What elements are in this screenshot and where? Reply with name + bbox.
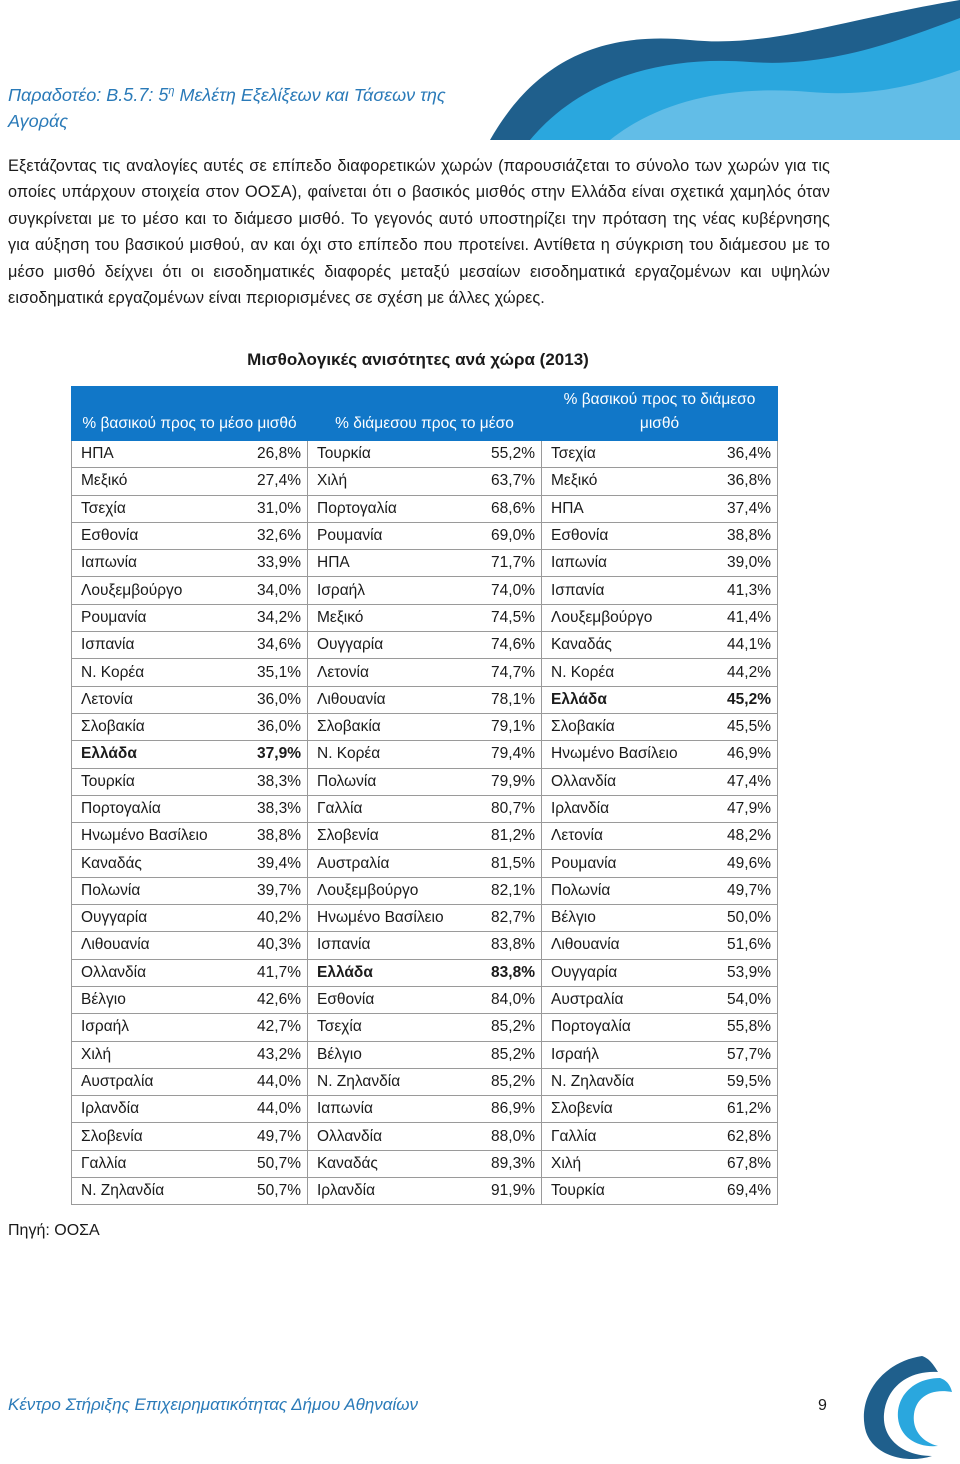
country-basic-median: Ν. Κορέα [542, 659, 708, 686]
value-basic-median: 69,4% [707, 1178, 778, 1205]
value-basic-median: 57,7% [707, 1041, 778, 1068]
country-median-mean: Σλοβενία [308, 823, 472, 850]
header-title-text: Παραδοτέο: Β.5.7: 5 [8, 85, 169, 105]
value-basic-median: 49,7% [707, 877, 778, 904]
country-basic-median: Πορτογαλία [542, 1014, 708, 1041]
value-basic-mean: 41,7% [237, 959, 308, 986]
salary-inequality-table [71, 386, 778, 1205]
value-basic-median: 61,2% [707, 1096, 778, 1123]
value-basic-median: 48,2% [707, 823, 778, 850]
value-median-mean: 88,0% [471, 1123, 542, 1150]
value-basic-median: 36,8% [707, 468, 778, 495]
value-median-mean: 74,5% [471, 604, 542, 631]
country-median-mean: Σλοβακία [308, 713, 472, 740]
country-basic-mean: Τουρκία [72, 768, 238, 795]
value-median-mean: 74,6% [471, 632, 542, 659]
country-median-mean: Καναδάς [308, 1150, 472, 1177]
value-basic-median: 49,6% [707, 850, 778, 877]
table-row [72, 522, 778, 549]
table-row [72, 577, 778, 604]
country-basic-median: Τσεχία [542, 441, 708, 468]
table-row [72, 550, 778, 577]
value-median-mean: 69,0% [471, 522, 542, 549]
value-median-mean: 79,9% [471, 768, 542, 795]
country-median-mean: Τουρκία [308, 441, 472, 468]
value-median-mean: 74,7% [471, 659, 542, 686]
country-median-mean: Ρουμανία [308, 522, 472, 549]
value-basic-mean: 38,8% [237, 823, 308, 850]
value-basic-mean: 27,4% [237, 468, 308, 495]
table-row [72, 1014, 778, 1041]
country-median-mean: Λουξεμβούργο [308, 877, 472, 904]
value-basic-mean: 36,0% [237, 686, 308, 713]
value-basic-mean: 44,0% [237, 1068, 308, 1095]
value-basic-median: 38,8% [707, 522, 778, 549]
header-basic-to-mean: % βασικού προς το μέσο μισθό [72, 387, 308, 441]
value-basic-median: 55,8% [707, 1014, 778, 1041]
country-median-mean: ΗΠΑ [308, 550, 472, 577]
country-median-mean: Ουγγαρία [308, 632, 472, 659]
country-basic-mean: Πορτογαλία [72, 795, 238, 822]
country-median-mean: Ισραήλ [308, 577, 472, 604]
table-row [72, 986, 778, 1013]
value-median-mean: 68,6% [471, 495, 542, 522]
value-basic-mean: 35,1% [237, 659, 308, 686]
table-body [72, 441, 778, 1205]
value-basic-mean: 39,7% [237, 877, 308, 904]
value-median-mean: 89,3% [471, 1150, 542, 1177]
value-basic-mean: 39,4% [237, 850, 308, 877]
value-median-mean: 81,2% [471, 823, 542, 850]
value-basic-median: 53,9% [707, 959, 778, 986]
country-basic-mean: Λιθουανία [72, 932, 238, 959]
country-basic-median: Καναδάς [542, 632, 708, 659]
value-basic-median: 46,9% [707, 741, 778, 768]
country-basic-mean: Λουξεμβούργο [72, 577, 238, 604]
table-row [72, 604, 778, 631]
country-median-mean: Ελλάδα [308, 959, 472, 986]
country-basic-median: Εσθονία [542, 522, 708, 549]
table-row [72, 441, 778, 468]
value-basic-mean: 32,6% [237, 522, 308, 549]
country-basic-mean: Ελλάδα [72, 741, 238, 768]
value-basic-median: 44,2% [707, 659, 778, 686]
table-row [72, 1123, 778, 1150]
value-median-mean: 79,4% [471, 741, 542, 768]
country-basic-median: Τουρκία [542, 1178, 708, 1205]
country-median-mean: Χιλή [308, 468, 472, 495]
country-basic-mean: Πολωνία [72, 877, 238, 904]
country-median-mean: Εσθονία [308, 986, 472, 1013]
table-row [72, 632, 778, 659]
value-basic-mean: 34,6% [237, 632, 308, 659]
country-median-mean: Αυστραλία [308, 850, 472, 877]
table-row [72, 823, 778, 850]
country-basic-mean: Χιλή [72, 1041, 238, 1068]
source-note: Πηγή: ΟΟΣΑ [8, 1222, 100, 1239]
country-basic-median: Λουξεμβούργο [542, 604, 708, 631]
header-wave-graphic [490, 0, 960, 140]
value-basic-mean: 44,0% [237, 1096, 308, 1123]
table-title: Μισθολογικές ανισότητες ανά χώρα (2013) [247, 350, 589, 369]
table-row [72, 1068, 778, 1095]
country-basic-mean: Αυστραλία [72, 1068, 238, 1095]
header-basic-to-median: % βασικού προς το διάμεσο μισθό [542, 387, 778, 441]
value-basic-mean: 26,8% [237, 441, 308, 468]
value-median-mean: 91,9% [471, 1178, 542, 1205]
document-header-title [8, 78, 488, 134]
header-title-text-rest: Μελέτη Εξελίξεων και Τάσεων της Αγοράς [8, 85, 446, 131]
country-basic-median: Λετονία [542, 823, 708, 850]
value-basic-mean: 43,2% [237, 1041, 308, 1068]
table-row [72, 468, 778, 495]
table-row [72, 495, 778, 522]
country-basic-median: Ισραήλ [542, 1041, 708, 1068]
country-basic-median: Βέλγιο [542, 905, 708, 932]
table-row [72, 959, 778, 986]
value-median-mean: 85,2% [471, 1068, 542, 1095]
country-basic-median: Σλοβακία [542, 713, 708, 740]
value-basic-median: 51,6% [707, 932, 778, 959]
country-median-mean: Ολλανδία [308, 1123, 472, 1150]
table-row [72, 768, 778, 795]
table-row [72, 686, 778, 713]
country-basic-mean: Ουγγαρία [72, 905, 238, 932]
table-row [72, 795, 778, 822]
value-median-mean: 55,2% [471, 441, 542, 468]
country-basic-mean: Ηνωμένο Βασίλειο [72, 823, 238, 850]
header-median-to-mean: % διάμεσου προς το μέσο [308, 387, 542, 441]
value-basic-mean: 49,7% [237, 1123, 308, 1150]
country-basic-mean: Τσεχία [72, 495, 238, 522]
country-median-mean: Λιθουανία [308, 686, 472, 713]
value-median-mean: 79,1% [471, 713, 542, 740]
value-basic-median: 47,9% [707, 795, 778, 822]
value-median-mean: 80,7% [471, 795, 542, 822]
value-median-mean: 85,2% [471, 1014, 542, 1041]
value-median-mean: 86,9% [471, 1096, 542, 1123]
value-median-mean: 82,1% [471, 877, 542, 904]
country-basic-median: Ισπανία [542, 577, 708, 604]
country-median-mean: Ηνωμένο Βασίλειο [308, 905, 472, 932]
country-basic-median: Πολωνία [542, 877, 708, 904]
country-basic-median: ΗΠΑ [542, 495, 708, 522]
country-basic-median: Χιλή [542, 1150, 708, 1177]
value-basic-mean: 34,0% [237, 577, 308, 604]
country-median-mean: Ν. Κορέα [308, 741, 472, 768]
value-basic-median: 37,4% [707, 495, 778, 522]
country-basic-mean: Βέλγιο [72, 986, 238, 1013]
table-row [72, 1178, 778, 1205]
country-median-mean: Λετονία [308, 659, 472, 686]
value-basic-median: 45,5% [707, 713, 778, 740]
value-basic-mean: 40,2% [237, 905, 308, 932]
table-row [72, 1041, 778, 1068]
country-basic-mean: Ολλανδία [72, 959, 238, 986]
country-basic-mean: Ν. Κορέα [72, 659, 238, 686]
country-basic-median: Αυστραλία [542, 986, 708, 1013]
country-basic-median: Ολλανδία [542, 768, 708, 795]
value-basic-median: 50,0% [707, 905, 778, 932]
page-number: 9 [818, 1397, 827, 1414]
table-row [72, 877, 778, 904]
country-basic-mean: Γαλλία [72, 1150, 238, 1177]
value-basic-mean: 36,0% [237, 713, 308, 740]
body-paragraph: Εξετάζοντας τις αναλογίες αυτές σε επίπεδο διαφορετικών χωρών (παρουσιάζεται το σύνολο των χωρών για τις οποίες υπάρχουν στοιχεία στον ΟΟΣΑ), φαίνεται ότι ο βασικός μισθός στην Ελλάδα είναι σχετικά χαμηλός όταν συγκρίνεται με το μέσο και το διάμεσο μισθό. Το γεγονός αυτό υποστηρίζει την πρόταση της νέας κυβέρνησης για αύξηση του βασικού μισθού, αν και όχι στο επίπεδο που προτείνει. Αντίθετα η σύγκριση του διάμεσου με το μέσο μισθό δείχνει ότι οι εισοδηματικές διαφορές μεταξύ μεσαίων εισοδηματικά εργαζομένων και υψηλών εισοδηματικά εργαζομένων είναι περιορισμένες σε σχέση με άλλες χώρες. [8, 157, 830, 308]
table-row [72, 850, 778, 877]
country-median-mean: Ν. Ζηλανδία [308, 1068, 472, 1095]
value-basic-mean: 40,3% [237, 932, 308, 959]
country-basic-mean: Σλοβενία [72, 1123, 238, 1150]
value-basic-mean: 33,9% [237, 550, 308, 577]
value-basic-median: 41,4% [707, 604, 778, 631]
country-basic-median: Ιρλανδία [542, 795, 708, 822]
country-median-mean: Πορτογαλία [308, 495, 472, 522]
country-basic-median: Ιαπωνία [542, 550, 708, 577]
table-row [72, 1096, 778, 1123]
country-median-mean: Ιαπωνία [308, 1096, 472, 1123]
country-basic-median: Γαλλία [542, 1123, 708, 1150]
country-median-mean: Μεξικό [308, 604, 472, 631]
value-basic-mean: 38,3% [237, 795, 308, 822]
country-basic-median: Ελλάδα [542, 686, 708, 713]
country-median-mean: Γαλλία [308, 795, 472, 822]
logo-swirl-icon [852, 1352, 960, 1464]
table-row [72, 1150, 778, 1177]
value-median-mean: 81,5% [471, 850, 542, 877]
country-basic-median: Ηνωμένο Βασίλειο [542, 741, 708, 768]
country-basic-mean: Ιρλανδία [72, 1096, 238, 1123]
country-basic-mean: Λετονία [72, 686, 238, 713]
country-median-mean: Ιρλανδία [308, 1178, 472, 1205]
value-median-mean: 63,7% [471, 468, 542, 495]
value-basic-median: 45,2% [707, 686, 778, 713]
country-basic-median: Σλοβενία [542, 1096, 708, 1123]
table-row [72, 713, 778, 740]
country-median-mean: Βέλγιο [308, 1041, 472, 1068]
value-median-mean: 78,1% [471, 686, 542, 713]
country-basic-mean: Εσθονία [72, 522, 238, 549]
country-median-mean: Ισπανία [308, 932, 472, 959]
value-median-mean: 74,0% [471, 577, 542, 604]
value-median-mean: 83,8% [471, 932, 542, 959]
value-median-mean: 85,2% [471, 1041, 542, 1068]
country-basic-median: Ρουμανία [542, 850, 708, 877]
table-row [72, 741, 778, 768]
country-basic-median: Ν. Ζηλανδία [542, 1068, 708, 1095]
country-basic-median: Λιθουανία [542, 932, 708, 959]
country-basic-median: Μεξικό [542, 468, 708, 495]
country-basic-mean: Ιαπωνία [72, 550, 238, 577]
value-median-mean: 82,7% [471, 905, 542, 932]
value-basic-median: 67,8% [707, 1150, 778, 1177]
value-basic-mean: 31,0% [237, 495, 308, 522]
country-basic-mean: Ισπανία [72, 632, 238, 659]
value-median-mean: 71,7% [471, 550, 542, 577]
value-median-mean: 83,8% [471, 959, 542, 986]
value-basic-mean: 34,2% [237, 604, 308, 631]
value-basic-median: 44,1% [707, 632, 778, 659]
value-basic-mean: 38,3% [237, 768, 308, 795]
country-basic-mean: Ρουμανία [72, 604, 238, 631]
country-median-mean: Τσεχία [308, 1014, 472, 1041]
value-basic-median: 39,0% [707, 550, 778, 577]
value-basic-median: 59,5% [707, 1068, 778, 1095]
country-basic-mean: Σλοβακία [72, 713, 238, 740]
country-basic-mean: Ισραήλ [72, 1014, 238, 1041]
value-basic-mean: 50,7% [237, 1150, 308, 1177]
value-basic-mean: 37,9% [237, 741, 308, 768]
value-basic-mean: 50,7% [237, 1178, 308, 1205]
table-row [72, 905, 778, 932]
table-row [72, 932, 778, 959]
country-basic-mean: Ν. Ζηλανδία [72, 1178, 238, 1205]
country-basic-mean: ΗΠΑ [72, 441, 238, 468]
country-median-mean: Πολωνία [308, 768, 472, 795]
value-basic-mean: 42,7% [237, 1014, 308, 1041]
value-basic-median: 62,8% [707, 1123, 778, 1150]
footer-organization: Κέντρο Στήριξης Επιχειρηματικότητας Δήμου Αθηναίων [8, 1395, 419, 1414]
value-basic-median: 41,3% [707, 577, 778, 604]
value-basic-mean: 42,6% [237, 986, 308, 1013]
value-basic-median: 47,4% [707, 768, 778, 795]
value-median-mean: 84,0% [471, 986, 542, 1013]
table-header-row [72, 387, 778, 441]
country-basic-mean: Μεξικό [72, 468, 238, 495]
table-row [72, 659, 778, 686]
value-basic-median: 54,0% [707, 986, 778, 1013]
header-title-superscript: η [168, 85, 175, 97]
country-basic-mean: Καναδάς [72, 850, 238, 877]
country-basic-median: Ουγγαρία [542, 959, 708, 986]
value-basic-median: 36,4% [707, 441, 778, 468]
